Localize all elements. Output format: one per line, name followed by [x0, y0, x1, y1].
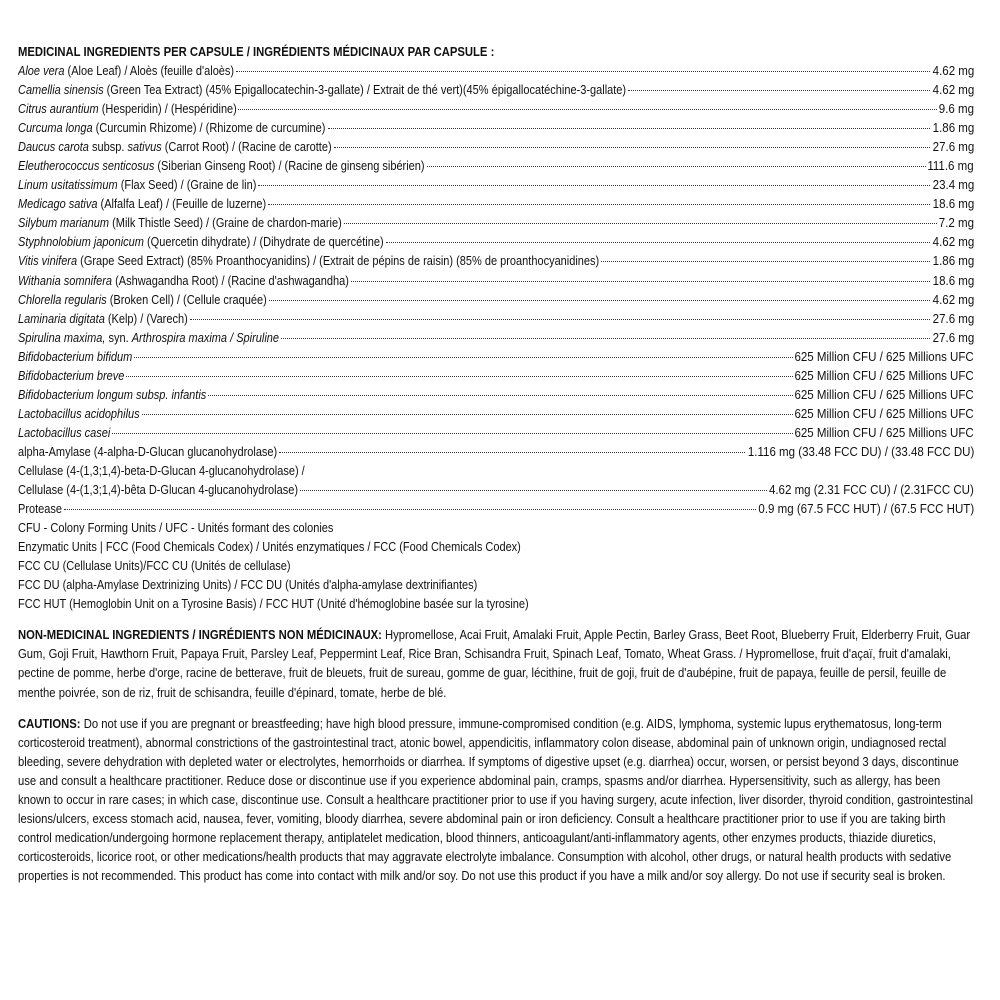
- dot-leader: [190, 319, 930, 320]
- ingredient-amount: 4.62 mg: [932, 291, 974, 307]
- medicinal-ingredients-heading: MEDICINAL INGREDIENTS PER CAPSULE / INGRÉDIENTS MÉDICINAUX PAR CAPSULE :: [18, 44, 495, 59]
- ingredient-name: [18, 118, 325, 137]
- ingredient-amount: 7.2 mg: [938, 215, 974, 231]
- dot-leader: [281, 338, 930, 339]
- common-name: syn.: [105, 329, 132, 345]
- scientific-name: Eleutherococcus senticosus: [18, 158, 155, 174]
- ingredient-amount: 4.62 mg: [932, 63, 974, 78]
- ingredient-amount: 4.62 mg: [932, 234, 974, 250]
- ingredient-row: [18, 290, 974, 309]
- ingredient-name: [18, 290, 267, 309]
- ingredient-name: [18, 80, 626, 99]
- dot-leader: [134, 357, 793, 358]
- ingredient-name: [18, 423, 110, 442]
- ingredient-row: [18, 328, 974, 347]
- ingredient-row: [18, 194, 974, 213]
- unit-definitions: [18, 518, 974, 613]
- scientific-name: Laminaria digitata: [18, 310, 105, 326]
- ingredient-name: [18, 175, 256, 194]
- ingredient-row: [18, 347, 974, 366]
- ingredient-row: [18, 251, 974, 270]
- scientific-name: Linum usitatissimum: [18, 177, 118, 193]
- scientific-name: Spirulina maxima,: [18, 329, 106, 345]
- cellulase-line: Cellulase (4-(1,3;1,4)-beta-D-Glucan 4-glucanohydrolase) /: [18, 462, 305, 478]
- ingredient-amount: 625 Million CFU / 625 Millions UFC: [794, 386, 974, 402]
- dot-leader: [279, 452, 745, 453]
- ingredient-row: [18, 137, 974, 156]
- ingredient-row: [18, 499, 974, 518]
- ingredient-amount: 1.86 mg: [932, 120, 974, 136]
- dot-leader: [601, 261, 930, 262]
- ingredient-row: [18, 366, 974, 385]
- unit-definition: FCC HUT (Hemoglobin Unit on a Tyrosine Basis) / FCC HUT (Unité d'hémoglobine basée sur la tyrosine): [18, 596, 529, 612]
- dot-leader: [112, 433, 793, 434]
- dot-leader: [386, 242, 930, 243]
- ingredient-name: [18, 156, 425, 175]
- ingredient-row: [18, 156, 974, 175]
- common-name: (Ashwagandha Root) / (Racine d'ashwagandha): [112, 272, 349, 288]
- ingredient-name: [18, 480, 298, 499]
- dot-leader: [236, 71, 930, 72]
- ingredient-name: [18, 271, 349, 290]
- ingredient-row: [18, 213, 974, 232]
- ingredient-name: [18, 137, 332, 156]
- common-name: (Grape Seed Extract) (85% Proanthocyanidins) / (Extrait de pépins de raisin) (85% de proanthocyanidines): [77, 253, 600, 269]
- ingredient-name: [18, 347, 132, 366]
- common-name: Protease: [18, 501, 63, 517]
- scientific-name: Chlorella regularis: [18, 291, 107, 307]
- ingredient-name: [18, 309, 188, 328]
- ingredient-row: [18, 99, 974, 118]
- common-name: (Curcumin Rhizome) / (Rhizome de curcumine): [92, 120, 326, 136]
- ingredient-row: [18, 423, 974, 442]
- scientific-name: Bifidobacterium longum subsp. infantis: [18, 386, 207, 402]
- scientific-name: Styphnolobium japonicum: [18, 234, 144, 250]
- ingredient-amount: 27.6 mg: [932, 329, 974, 345]
- scientific-name: Arthrospira maxima / Spiruline: [131, 329, 280, 345]
- common-name: (Hesperidin) / (Hespéridine): [98, 101, 237, 117]
- ingredient-row: [18, 404, 974, 423]
- ingredient-row: [18, 175, 974, 194]
- medicinal-ingredients-list: [18, 61, 974, 461]
- cautions-label: CAUTIONS:: [18, 715, 81, 731]
- unit-definition: Enzymatic Units | FCC (Food Chemicals Codex) / Unités enzymatiques / FCC (Food Chemicals Codex): [18, 539, 521, 555]
- dot-leader: [334, 147, 930, 148]
- ingredient-amount: 0.9 mg (67.5 FCC HUT) / (67.5 FCC HUT): [758, 501, 974, 517]
- ingredient-name: [18, 499, 62, 518]
- ingredient-amount: 625 Million CFU / 625 Millions UFC: [794, 424, 974, 440]
- ingredient-amount: 625 Million CFU / 625 Millions UFC: [794, 367, 974, 383]
- scientific-name: sativus: [127, 139, 162, 155]
- scientific-name: Curcuma longa: [18, 120, 93, 136]
- dot-leader: [208, 395, 792, 396]
- ingredient-name: [18, 366, 124, 385]
- common-name: (Kelp) / (Varech): [104, 310, 188, 326]
- dot-leader: [142, 414, 793, 415]
- common-name: (Green Tea Extract) (45% Epigallocatechin-3-gallate) / Extrait de thé vert)(45% épigallocatéchine-3-gallate): [103, 82, 627, 98]
- ingredient-row: [18, 80, 974, 99]
- scientific-name: Withania somnifera: [18, 272, 113, 288]
- scientific-name: Bifidobacterium breve: [18, 367, 125, 383]
- scientific-name: Bifidobacterium bifidum: [18, 348, 133, 364]
- ingredient-name: [18, 99, 237, 118]
- ingredient-name: [18, 61, 234, 80]
- common-name: (Milk Thistle Seed) / (Graine de chardon-marie): [109, 215, 342, 231]
- dot-leader: [238, 109, 936, 110]
- ingredient-amount: 18.6 mg: [932, 196, 974, 212]
- ingredient-amount: 111.6 mg: [927, 158, 974, 174]
- ingredient-name: [18, 194, 266, 213]
- ingredient-name: [18, 404, 140, 423]
- ingredient-amount: 1.116 mg (33.48 FCC DU) / (33.48 FCC DU): [747, 443, 974, 459]
- ingredient-amount: 9.6 mg: [938, 101, 974, 117]
- common-name: (Quercetin dihydrate) / (Dihydrate de quercétine): [143, 234, 384, 250]
- dot-leader: [268, 204, 930, 205]
- ingredient-row: [18, 232, 974, 251]
- common-name: (Carrot Root) / (Racine de carotte): [161, 139, 332, 155]
- scientific-name: Camellia sinensis: [18, 82, 104, 98]
- ingredient-name: [18, 213, 342, 232]
- ingredient-row: [18, 309, 974, 328]
- non-medicinal-label: NON-MEDICINAL INGREDIENTS / INGRÉDIENTS NON MÉDICINAUX:: [18, 627, 382, 643]
- scientific-name: Daucus carota: [18, 139, 89, 155]
- non-medicinal-ingredients: [18, 625, 974, 701]
- ingredient-amount: 625 Million CFU / 625 Millions UFC: [794, 405, 974, 421]
- scientific-name: Citrus aurantium: [18, 101, 99, 117]
- dot-leader: [344, 223, 937, 224]
- cautions-text: Do not use if you are pregnant or breastfeeding; have high blood pressure, immune-compromised condition (e.g. AIDS, lymphoma, systemic lupus erythematosus, long-term corticosteroid treatment), abnormal constrictions of the gastrointestinal tract, atonic bowel, appendicitis, inflammatory colon disease, abdominal pain of unknown origin, undiagnosed rectal bleeding, severe dehydration with depleted water or electrolytes, hemorrhoids or diarrhea. If symptoms of digestive upset (e.g. diarrhea) occur, worsen, or persist beyond 3 days, discontinue use and consult a healthcare practitioner. Reduce dose or discontinue use if you experience abdominal pain, cramps, spasms and/or diarrhea. Hypersensitivity, such as allergy, has been known to occur in rare cases; in which case, discontinue use. Consult a healthcare practitioner prior to use if you having surgery, acute infection, liver disorder, thyroid condition, gastrointestinal lesions/ulcers, excess stomach acid, nausea, fever, vomiting, bloody diarrhea, severe abdominal pain or iron deficiency. Consult a healthcare practitioner prior to use if you are taking birth control medication/undergoing hormone replacement therapy, antiplatelet medication, blood thinners, anticoagulant/anti-inflammatory agents, other enzymes products, thiazide diuretics, corticosteroids, licorice root, or other medications/health products that may aggravate electrolyte imbalance. Consumption with alcohol, other drugs, or natural health products with sedative properties is not recommended. This product has come into contact with milk and/or soy. Do not use this product if you have a milk and/or soy allergy. Do not use if security seal is broken.: [18, 715, 973, 883]
- unit-definition: FCC CU (Cellulase Units)/FCC CU (Unités de cellulase): [18, 558, 291, 574]
- scientific-name: Medicago sativa: [18, 196, 98, 212]
- ingredient-name: [18, 385, 206, 404]
- ingredient-amount: 4.62 mg: [932, 82, 974, 98]
- dot-leader: [351, 281, 930, 282]
- common-name: (Broken Cell) / (Cellule craquée): [106, 291, 267, 307]
- ingredient-row: [18, 118, 974, 137]
- dot-leader: [628, 90, 930, 91]
- unit-definition: FCC DU (alpha-Amylase Dextrinizing Units) / FCC DU (Unités d'alpha-amylase dextrinifiantes): [18, 577, 478, 593]
- scientific-name: Lactobacillus casei: [18, 424, 111, 440]
- ingredient-amount: 27.6 mg: [932, 310, 974, 326]
- dot-leader: [328, 128, 931, 129]
- ingredient-amount: 27.6 mg: [932, 139, 974, 155]
- common-name: alpha-Amylase (4-alpha-D-Glucan glucanohydrolase): [18, 443, 278, 459]
- ingredient-name: [18, 442, 277, 461]
- ingredient-name: [18, 251, 599, 270]
- ingredient-amount: 625 Million CFU / 625 Millions UFC: [794, 348, 974, 364]
- ingredient-amount: 4.62 mg (2.31 FCC CU) / (2.31FCC CU): [769, 482, 974, 498]
- ingredient-row: [18, 385, 974, 404]
- ingredient-name: [18, 232, 384, 251]
- scientific-name: Aloe vera: [18, 63, 65, 78]
- ingredient-row: [18, 61, 974, 80]
- common-name: subsp.: [88, 139, 128, 155]
- ingredient-row: [18, 480, 974, 499]
- common-name: (Siberian Ginseng Root) / (Racine de ginseng sibérien): [154, 158, 425, 174]
- ingredient-amount: 23.4 mg: [932, 177, 974, 193]
- scientific-name: Lactobacillus acidophilus: [18, 405, 140, 421]
- unit-definition: CFU - Colony Forming Units / UFC - Unités formant des colonies: [18, 520, 334, 536]
- medicinal-ingredients-tail: [18, 480, 974, 518]
- common-name: (Flax Seed) / (Graine de lin): [117, 177, 257, 193]
- dot-leader: [126, 376, 793, 377]
- scientific-name: Silybum marianum: [18, 215, 110, 231]
- ingredient-row: [18, 271, 974, 290]
- scientific-name: Vitis vinifera: [18, 253, 78, 269]
- ingredient-name: [18, 328, 279, 347]
- common-name: (Alfalfa Leaf) / (Feuille de luzerne): [97, 196, 267, 212]
- dot-leader: [258, 185, 930, 186]
- dot-leader: [64, 509, 756, 510]
- non-medicinal-text: Hypromellose, Acai Fruit, Amalaki Fruit, Apple Pectin, Barley Grass, Beet Root, Blueberry Fruit, Elderberry Fruit, Guar Gum, Goji Fruit, Hawthorn Fruit, Papaya Fruit, Parsley Leaf, Peppermint Leaf, Rice Bran, Schisandra Fruit, Spinach Leaf, Tomato, Wheat Grass. / Hypromellose, fruit d'açaï, fruit d'amalaki, pectine de pomme, herbe d'orge, racine de betterave, fruit de bleuets, fruit de sureau, gomme de guar, lécithine, fruit de goji, fruit de d'aubépine, fruit de papaya, feuille de persil, feuille de menthe poivrée, son de riz, fruit de schisandra, feuille d'épinard, tomate, herbe de blé.: [18, 627, 971, 700]
- common-name: Cellulase (4-(1,3;1,4)-bêta D-Glucan 4-glucanohydrolase): [18, 482, 298, 498]
- ingredient-row: [18, 442, 974, 461]
- ingredient-amount: 18.6 mg: [932, 272, 974, 288]
- supplement-label: [18, 42, 974, 885]
- cautions: [18, 714, 974, 885]
- common-name: (Aloe Leaf) / Aloès (feuille d'aloès): [64, 63, 235, 78]
- dot-leader: [427, 166, 926, 167]
- ingredient-amount: 1.86 mg: [932, 253, 974, 269]
- dot-leader: [269, 300, 930, 301]
- dot-leader: [300, 490, 767, 491]
